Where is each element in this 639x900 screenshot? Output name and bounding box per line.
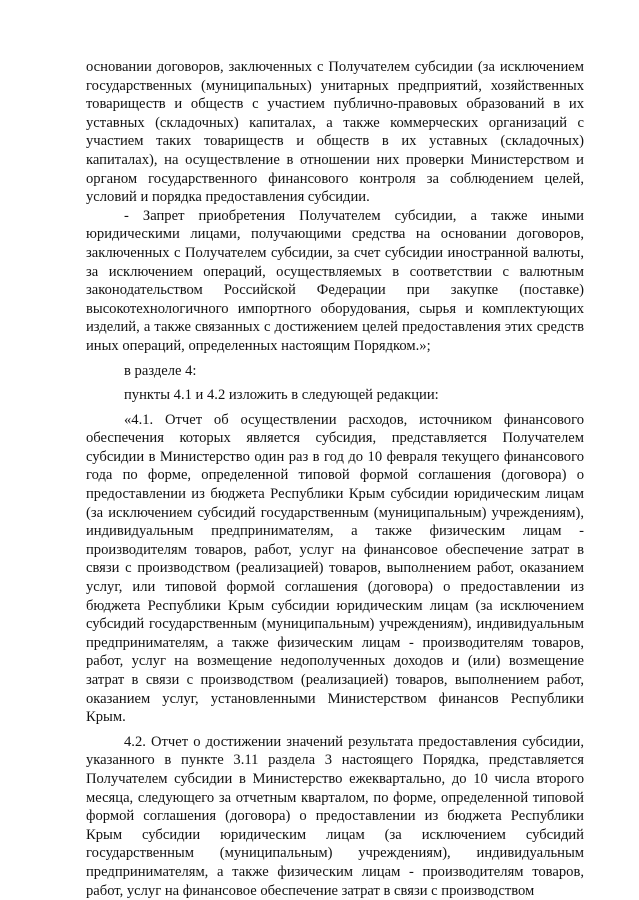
paragraph-currency-ban: - Запрет приобретения Получателем субсидии, а также иными юридическими лицами, получающими средства на основании договоров, заключенных с Получателем субсидии, за счет субсидии иностранной валюты, за исключением операций, осуществляемых в соответствии с валютным законодательством Российской Федерации при закупке (поставке) высокотехнологичного импортного оборудования, сырья и комплектующих изделий, а также связанных с достижением целей предоставления этих средств иных операций, определенных настоящим Порядком.»; [86,207,584,354]
paragraph-clause-4-2: 4.2. Отчет о достижении значений результата предоставления субсидии, указанного в пункте 3.11 раздела 3 настоящего Порядка, представляется Получателем субсидии в Министерство ежеквартально, до 10 числа второго месяца, следующего за отчетным кварталом, по форме, определенной типовой формой соглашения (договора) о предоставлении из бюджета Республики Крым субсидии юридическим лицам (за исключением субсидий государственным (муниципальным) учреждениям), индивидуальным предпринимателям, а также физическим лицам - производителям товаров, работ, услуг на финансовое обеспечение затрат в связи с производством [86,733,584,899]
document-page [86,58,584,900]
paragraph-section-4-intro: в разделе 4: [124,362,197,379]
paragraph-amend-4-1-4-2: пункты 4.1 и 4.2 изложить в следующей редакции: [124,387,439,404]
paragraph-inspection-consent: основании договоров, заключенных с Получателем субсидии (за исключением государственных (муниципальных) унитарных предприятий, хозяйственных товариществ и обществ с участием публично-правовых образований в их уставных (складочных) капиталах, а также коммерческих организаций с участием таких товариществ и обществ в их уставных (складочных) капиталах), на осуществление в отношении них проверки Министерством и органом государственного финансового контроля за соблюдением целей, условий и порядка предоставления субсидии. [86,59,584,206]
paragraph-clause-4-1: «4.1. Отчет об осуществлении расходов, источником финансового обеспечения которых является субсидия, представляется Получателем субсидии в Министерство один раз в год до 10 февраля текущего финансового года по форме, определенной типовой формой соглашения (договора) о предоставлении из бюджета Республики Крым субсидии юридическим лицам (за исключением субсидий государственным (муниципальным) учреждениям), индивидуальным предпринимателям, а также физическим лицам - производителям товаров, работ, услуг на финансовое обеспечение затрат в связи с производством (реализацией) товаров, выполнением работ, оказанием услуг, или типовой формой соглашения (договора) о предоставлении из бюджета Республики Крым субсидии юридическим лицам (за исключением субсидий государственным (муниципальным) учреждениям), индивидуальным предпринимателям, а также физическим лицам - производителям товаров, работ, услуг на возмещение недополученных доходов и (или) возмещение затрат в связи с производством (реализацией) товаров, выполнением работ, оказанием услуг, установленными Министерством финансов Республики Крым. [86,411,584,726]
